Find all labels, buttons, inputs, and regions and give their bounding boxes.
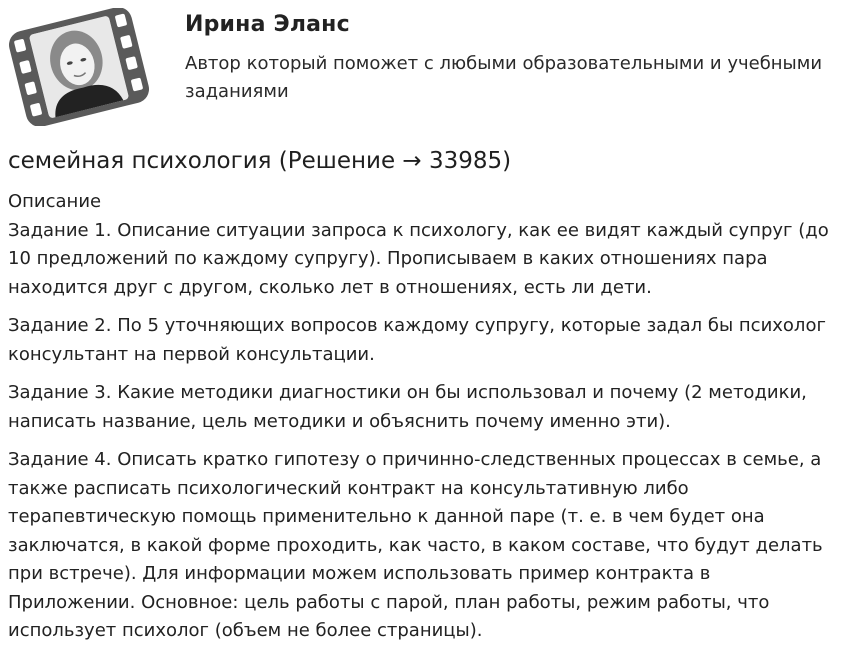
task-4: Задание 4. Описать кратко гипотезу о причинно-следственных процессах в семье, а также расписать психологический контракт на консультативную либо терапевтическую помощь применительно к данной паре (т. е. в чем будет она заключатся, в какой форме проходить, как часто, в каком составе, что будут делать при встрече). Для информации можем использовать пример контракта в Приложении. Основное: цель работы с парой, план работы, режим работы, что использует психолог (объем не более страницы).	[8, 449, 823, 641]
avatar[interactable]	[8, 8, 150, 126]
task-1: Задание 1. Описание ситуации запроса к психологу, как ее видят каждый супруг (до 10 предложений по каждому супругу). Прописываем в каких отношениях пара находится друг с другом, сколько лет в отношениях, есть ли дети.	[8, 219, 829, 298]
section-label-description: Описание	[8, 191, 102, 212]
author-card	[0, 0, 847, 140]
film-frame-avatar-icon	[8, 8, 150, 126]
description-content	[8, 188, 842, 656]
author-description: Автор который поможет с любыми образовательными и учебными заданиями	[185, 53, 823, 102]
task-2: Задание 2. По 5 уточняющих вопросов каждому супругу, которые задал бы психолог консультант на первой консультации.	[8, 315, 826, 365]
page-title: семейная психология (Решение → 33985)	[8, 148, 512, 174]
task-3: Задание 3. Какие методики диагностики он бы использовал и почему (2 методики, написать название, цель методики и объяснить почему именно эти).	[8, 382, 807, 432]
author-name[interactable]: Ирина Эланс	[185, 12, 350, 37]
